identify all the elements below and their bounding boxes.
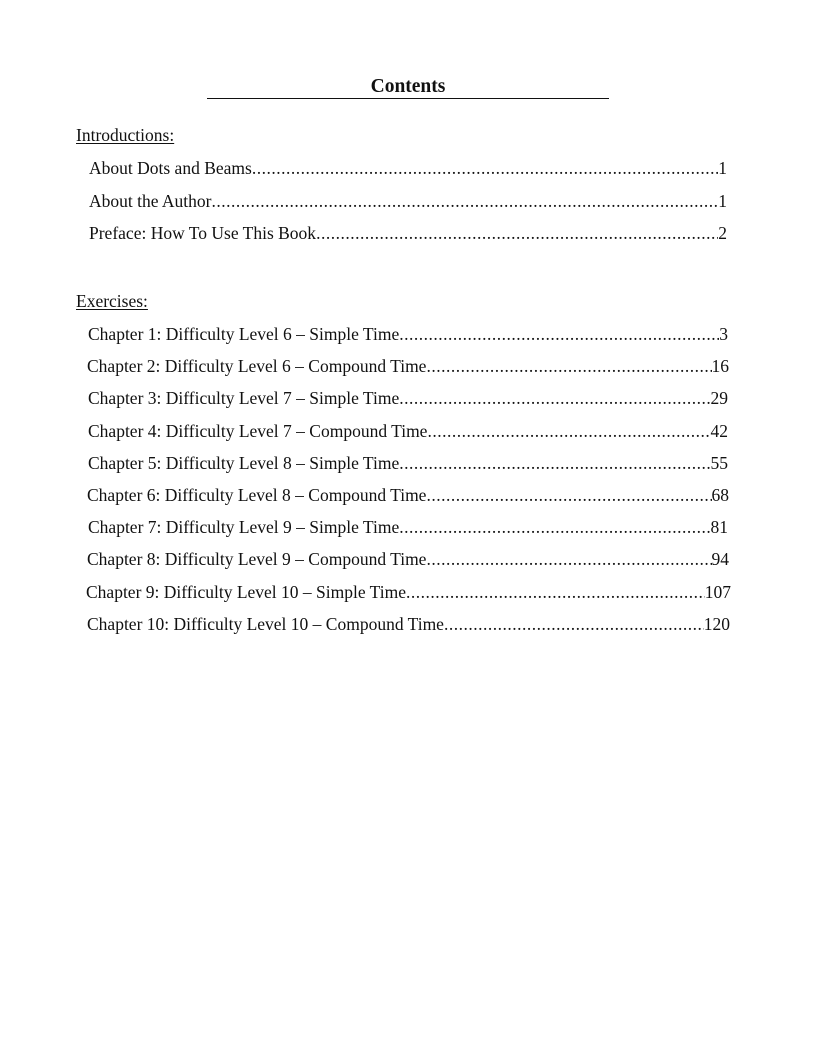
toc-entry-page: 2 <box>718 223 727 243</box>
toc-entry-label: Chapter 4: Difficulty Level 7 – Compound Time <box>88 421 428 441</box>
page-title: Contents <box>370 76 446 97</box>
toc-entry-label: Chapter 7: Difficulty Level 9 – Simple Time <box>88 517 400 537</box>
toc-entry-page: 42 <box>710 421 728 441</box>
dot-leader <box>399 388 710 408</box>
toc-entry-page: 107 <box>704 582 731 602</box>
toc-entry[interactable] <box>89 191 727 211</box>
dot-leader <box>212 191 719 211</box>
toc-entry-page: 3 <box>719 324 728 344</box>
toc-entry-page: 1 <box>718 158 727 178</box>
toc-entry[interactable] <box>88 388 728 408</box>
toc-entry[interactable] <box>87 356 729 376</box>
toc-entry[interactable] <box>88 517 728 537</box>
toc-entry[interactable] <box>87 549 729 569</box>
toc-entry-label: About Dots and Beams <box>89 158 252 178</box>
toc-entry-label: Chapter 3: Difficulty Level 7 – Simple Time <box>88 388 400 408</box>
section-heading-exercises: Exercises: <box>76 291 148 311</box>
dot-leader <box>426 549 711 569</box>
toc-entry[interactable] <box>88 421 728 441</box>
toc-entry[interactable] <box>88 324 728 344</box>
dot-leader <box>426 356 711 376</box>
dot-leader <box>444 614 704 634</box>
toc-entry[interactable] <box>89 223 727 243</box>
dot-leader <box>399 453 710 473</box>
toc-entry-page: 120 <box>703 614 730 634</box>
dot-leader <box>406 582 705 602</box>
toc-entry-page: 1 <box>718 191 727 211</box>
toc-entry-page: 94 <box>711 549 729 569</box>
toc-entry-page: 16 <box>711 356 729 376</box>
toc-entry-label: Chapter 9: Difficulty Level 10 – Simple Time <box>86 582 406 602</box>
toc-entry-page: 55 <box>710 453 728 473</box>
toc-entry[interactable] <box>87 614 730 634</box>
dot-leader <box>399 517 710 537</box>
toc-entry-label: Chapter 8: Difficulty Level 9 – Compound Time <box>87 549 427 569</box>
toc-entry-page: 29 <box>710 388 728 408</box>
toc-entry-label: Chapter 5: Difficulty Level 8 – Simple Time <box>88 453 400 473</box>
toc-entry-label: Chapter 2: Difficulty Level 6 – Compound Time <box>87 356 427 376</box>
title-rule <box>207 76 609 99</box>
toc-entry[interactable] <box>86 582 731 602</box>
toc-entry[interactable] <box>89 158 727 178</box>
toc-entry[interactable] <box>87 485 729 505</box>
toc-entry-label: Chapter 6: Difficulty Level 8 – Compound Time <box>87 485 427 505</box>
dot-leader <box>316 223 718 243</box>
section-heading-introductions: Introductions: <box>76 125 175 145</box>
toc-entry-label: About the Author <box>89 191 212 211</box>
dot-leader <box>252 158 718 178</box>
dot-leader <box>427 421 710 441</box>
dot-leader <box>399 324 719 344</box>
dot-leader <box>426 485 711 505</box>
toc-entry-page: 68 <box>711 485 729 505</box>
toc-entry-label: Chapter 1: Difficulty Level 6 – Simple Time <box>88 324 400 344</box>
toc-entry[interactable] <box>88 453 728 473</box>
toc-entry-label: Preface: How To Use This Book <box>89 223 317 243</box>
toc-entry-label: Chapter 10: Difficulty Level 10 – Compound Time <box>87 614 444 634</box>
toc-entry-page: 81 <box>710 517 728 537</box>
